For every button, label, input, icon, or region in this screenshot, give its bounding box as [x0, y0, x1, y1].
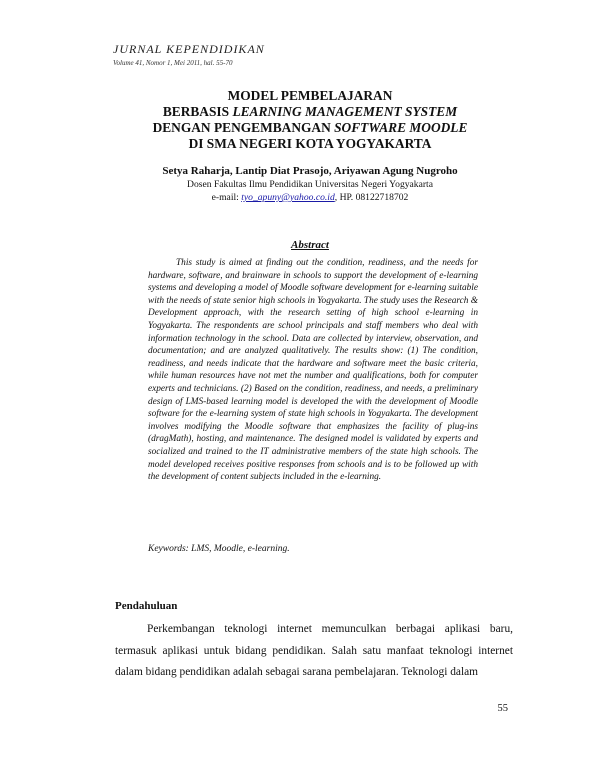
article-title — [100, 88, 520, 152]
journal-name: JURNAL KEPENDIDIKAN — [113, 42, 265, 56]
email-link[interactable]: tyo_apuny@yahoo.co.id — [241, 192, 335, 203]
title-line-3: DENGAN PENGEMBANGAN SOFTWARE MOODLE — [152, 120, 468, 135]
keywords: Keywords: LMS, Moodle, e-learning. — [148, 544, 290, 554]
section-heading-pendahuluan: Pendahuluan — [115, 600, 178, 612]
author-affiliation: Dosen Fakultas Ilmu Pendidikan Universitas Negeri Yogyakarta — [187, 179, 433, 190]
title-line-4: DI SMA NEGERI KOTA YOGYAKARTA — [188, 136, 432, 151]
article-authors: Setya Raharja, Lantip Diat Prasojo, Ariyawan Agung Nugroho — [162, 165, 458, 177]
email-prefix: e-mail: — [211, 192, 242, 203]
contact-line — [100, 192, 520, 203]
title-line-1: MODEL PEMBELAJARAN — [227, 88, 393, 103]
page-number: 55 — [497, 703, 508, 714]
title-line-2: BERBASIS LEARNING MANAGEMENT SYSTEM — [162, 104, 458, 119]
journal-volume-info: Volume 41, Nomor 1, Mei 2011, hal. 55-70 — [113, 59, 233, 67]
abstract-body: This study is aimed at finding out the condition, readiness, and the needs for hardware, software, and brainware in schools to support the development of e-learning systems and developing a model of Moodle software development for e-learning suitable with the needs of state senior high schools in Yogyakarta. The study uses the Research & Development approach, with the research setting of high school e-learning in Yogyakarta. The respondents are school principals and staff members who deal with information technology in the school. Data are collected by interview, observation, and documentation; and are analyzed qualitatively. The results show: (1) The condition, readiness, and needs indicate that the hardware and software meet the basic criteria, while human resources have not met the number and qualifications, both for computer experts and technicians. (2) Based on the condition, readiness, and needs, a preliminary design of LMS-based learning model is developed the with the development of Moodle software for the e-learning system of state high schools in Yogyakarta. The development involves modifying the Moodle software that emphasizes the facility of plug-ins (dragMath), hosting, and maintenance. The designed model is validated by experts and socialized and trained to the IT administrative members of the state high schools. The model developed receives positive responses from schools and is to be followed up with the development of content subjects included in the e-learning. — [148, 258, 478, 483]
introduction-paragraph: Perkembangan teknologi internet memunculkan berbagai aplikasi baru, termasuk aplikasi untuk bidang pendidikan. Salah satu manfaat teknologi internet dalam bidang pendidikan adalah sebagai sarana pembelajaran. Teknologi dalam — [115, 623, 513, 678]
phone-number: , HP. 08122718702 — [334, 192, 409, 203]
abstract-heading: Abstract — [291, 239, 329, 251]
